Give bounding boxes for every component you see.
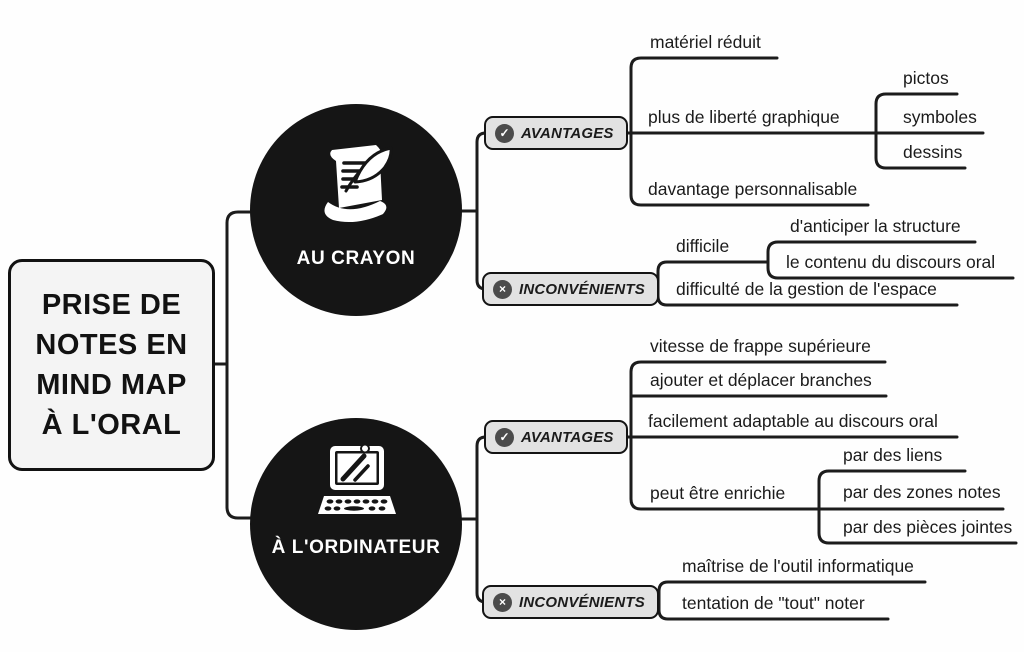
check-icon: ✓: [495, 124, 514, 143]
hub-crayon-label[interactable]: AU CRAYON: [296, 248, 416, 269]
node-contenu-discours[interactable]: le contenu du discours oral: [786, 252, 996, 272]
node-peut-etre-enrichie[interactable]: peut être enrichie: [650, 483, 786, 503]
node-par-des-liens[interactable]: par des liens: [843, 445, 943, 465]
root-title-line: À L'ORAL: [41, 409, 182, 441]
node-adaptable-discours[interactable]: facilement adaptable au discours oral: [648, 411, 938, 431]
badge-inconvenients-ordinateur[interactable]: [482, 585, 659, 619]
badge-inconvenients-crayon-label: INCONVÉNIENTS: [519, 280, 645, 298]
badge-avantages-crayon[interactable]: [484, 116, 628, 150]
node-par-pieces-jointes[interactable]: par des pièces jointes: [843, 517, 1013, 537]
badge-avantages-ordinateur-label: AVANTAGES: [521, 428, 614, 446]
hub-ordinateur-label[interactable]: À L'ORDINATEUR: [271, 537, 441, 558]
node-maitrise-outil[interactable]: maîtrise de l'outil informatique: [682, 556, 914, 576]
node-symboles[interactable]: symboles: [903, 107, 977, 127]
node-pictos[interactable]: pictos: [903, 68, 949, 88]
badge-inconvenients-crayon[interactable]: [482, 272, 659, 306]
badge-inconvenients-ordinateur-label: INCONVÉNIENTS: [519, 593, 645, 611]
node-dessins[interactable]: dessins: [903, 142, 963, 162]
root-title-line: PRISE DE: [41, 289, 182, 321]
node-tentation-noter[interactable]: tentation de "tout" noter: [682, 593, 865, 613]
root-title-line: NOTES EN: [35, 329, 188, 361]
root-node[interactable]: [8, 259, 215, 471]
check-icon: ✓: [495, 428, 514, 447]
node-liberte-graphique[interactable]: plus de liberté graphique: [648, 107, 840, 127]
node-gestion-espace[interactable]: difficulté de la gestion de l'espace: [676, 279, 937, 299]
node-personnalisable[interactable]: davantage personnalisable: [648, 179, 858, 199]
node-par-zones-notes[interactable]: par des zones notes: [843, 482, 1001, 502]
node-anticiper-structure[interactable]: d'anticiper la structure: [790, 216, 961, 236]
badge-avantages-crayon-label: AVANTAGES: [521, 124, 614, 142]
x-icon: ×: [493, 593, 512, 612]
root-title-line: MIND MAP: [36, 369, 187, 401]
x-icon: ×: [493, 280, 512, 299]
node-vitesse-frappe[interactable]: vitesse de frappe supérieure: [650, 336, 871, 356]
node-difficile[interactable]: difficile: [676, 236, 730, 256]
badge-avantages-ordinateur[interactable]: [484, 420, 628, 454]
node-ajouter-deplacer[interactable]: ajouter et déplacer branches: [650, 370, 872, 390]
node-materiel-reduit[interactable]: matériel réduit: [650, 32, 761, 52]
